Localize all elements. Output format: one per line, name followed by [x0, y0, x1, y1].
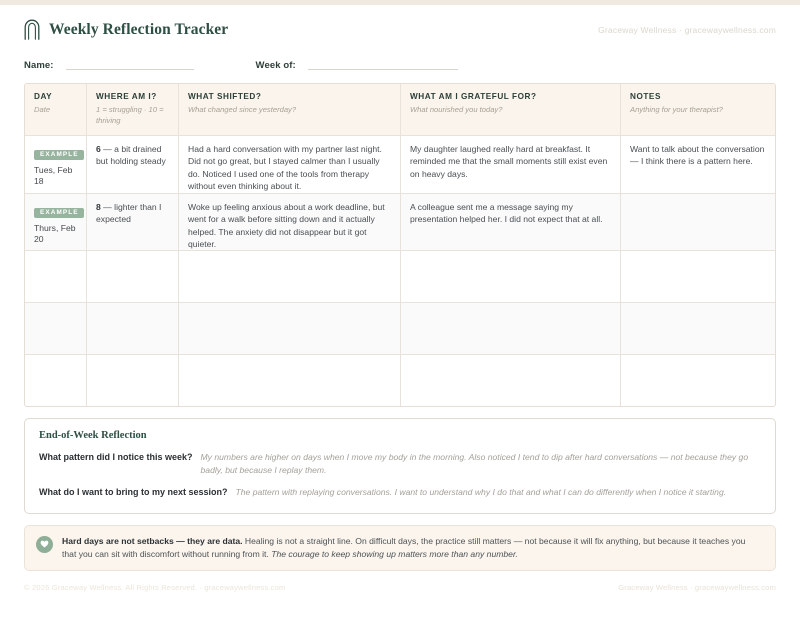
cell-notes[interactable]: [621, 303, 775, 354]
cell-notes[interactable]: Want to talk about the conversation — I think there is a pattern here.: [630, 143, 765, 167]
cell-what-shifted[interactable]: [179, 303, 401, 354]
cell-grateful[interactable]: [401, 251, 621, 302]
column-header-where-am-i: [87, 84, 179, 135]
cell-grateful[interactable]: [401, 303, 621, 354]
footer-copyright: © 2026 Graceway Wellness. All Rights Reserved. · gracewaywellness.com: [24, 583, 286, 593]
column-title: WHERE AM I?: [96, 92, 157, 101]
cell-grateful[interactable]: My daughter laughed really hard at breakfast. It reminded me that the small moments still exist even on heavy days.: [401, 136, 621, 193]
page-title: Weekly Reflection Tracker: [49, 20, 229, 38]
tracker-table: [24, 83, 776, 407]
reflection-title: End-of-Week Reflection: [39, 429, 147, 441]
encouragement-callout: [24, 525, 776, 572]
cell-what-shifted[interactable]: Woke up feeling anxious about a work deadline, but went for a walk before sitting down and it actually helped. The anxiety did not disappear but it got quieter.: [179, 194, 401, 250]
column-title: NOTES: [630, 92, 661, 101]
column-header-day: [25, 84, 87, 135]
cell-where-am-i[interactable]: [87, 355, 179, 406]
column-header-what-shifted: [179, 84, 401, 135]
status-badge: EXAMPLE: [34, 208, 84, 218]
status-badge: EXAMPLE: [34, 150, 84, 160]
score-value: 8: [96, 201, 101, 212]
column-subtitle: Date: [34, 105, 51, 115]
name-input[interactable]: [66, 57, 194, 70]
column-subtitle: Anything for your therapist?: [630, 105, 723, 115]
column-title: WHAT SHIFTED?: [188, 92, 262, 101]
cell-what-shifted[interactable]: [179, 355, 401, 406]
page-footer: [24, 583, 776, 592]
cell-what-shifted[interactable]: [179, 251, 401, 302]
table-row[interactable]: [25, 354, 775, 406]
question-2-answer[interactable]: The pattern with replaying conversations. I want to understand why I do that and what I can do differently when I notice it starting.: [235, 487, 727, 498]
callout-lead: Hard days are not setbacks — they are data.: [62, 535, 243, 546]
name-label: Name:: [24, 59, 54, 71]
cell-where-am-i[interactable]: [87, 136, 179, 193]
cell-where-am-i[interactable]: [87, 303, 179, 354]
cell-where-am-i[interactable]: [87, 194, 179, 250]
table-row[interactable]: [25, 302, 775, 354]
table-header-row: [25, 84, 775, 135]
score-note: — a bit drained but holding steady: [96, 143, 166, 167]
cell-notes[interactable]: [621, 251, 775, 302]
cell-day[interactable]: [25, 194, 87, 250]
table-row[interactable]: [25, 135, 775, 193]
end-of-week-reflection-panel: [24, 418, 776, 514]
column-header-grateful: [401, 84, 621, 135]
question-1-answer[interactable]: My numbers are higher on days when I move my body in the morning. Also noticed I tend to dip after hard conversations — not because they go badly, but because I replay them.: [200, 451, 749, 476]
meta-fields: [24, 52, 776, 70]
brand: [24, 19, 228, 40]
week-of-input[interactable]: [308, 57, 458, 70]
cell-day[interactable]: [25, 355, 87, 406]
column-title: WHAT AM I GRATEFUL FOR?: [410, 92, 537, 101]
arch-doorway-icon: [24, 19, 40, 40]
heart-icon: [36, 536, 53, 553]
cell-day[interactable]: [25, 251, 87, 302]
document-header: [24, 0, 776, 40]
brand-attribution: Graceway Wellness · gracewaywellness.com: [598, 24, 776, 35]
footer-brand: Graceway Wellness · gracewaywellness.com: [618, 583, 776, 593]
callout-emphasis: The courage to keep showing up matters more than any number.: [271, 548, 518, 559]
cell-what-shifted[interactable]: Had a hard conversation with my partner last night. Did not go great, but I stayed calmer than I usually do. Noticed I used one of the tools from therapy without even thinking about it.: [179, 136, 401, 193]
question-2-label: What do I want to bring to my next session?: [39, 487, 228, 498]
table-row[interactable]: [25, 250, 775, 302]
column-subtitle: What nourished you today?: [410, 105, 503, 115]
cell-notes[interactable]: [621, 355, 775, 406]
callout-text: [62, 535, 762, 561]
column-title: DAY: [34, 92, 53, 101]
column-subtitle: 1 = struggling · 10 = thriving: [96, 105, 164, 125]
top-accent-bar: [0, 0, 800, 5]
cell-where-am-i[interactable]: [87, 251, 179, 302]
cell-day[interactable]: [25, 303, 87, 354]
cell-day[interactable]: [25, 136, 87, 193]
table-row[interactable]: [25, 193, 775, 250]
column-header-notes: [621, 84, 775, 135]
question-1-label: What pattern did I notice this week?: [39, 451, 193, 462]
score-value: 6: [96, 143, 101, 154]
callout-body: Healing is not a straight line. On difficult days, the practice still matters — not because it will fix anything, but because it teaches you that you can sit with discomfort without running from it.: [62, 535, 746, 559]
score-note: — lighter than I expected: [96, 201, 162, 225]
cell-date: Tues, Feb 18: [34, 164, 73, 187]
cell-date: Thurs, Feb 20: [34, 222, 76, 245]
week-of-label: Week of:: [255, 59, 296, 71]
cell-grateful[interactable]: [401, 355, 621, 406]
cell-notes[interactable]: [621, 194, 775, 250]
column-subtitle: What changed since yesterday?: [188, 105, 297, 115]
reflection-question-1: [39, 451, 761, 478]
cell-grateful[interactable]: A colleague sent me a message saying my presentation helped her. I did not expect that at all.: [401, 194, 621, 250]
reflection-question-2: [39, 486, 761, 499]
